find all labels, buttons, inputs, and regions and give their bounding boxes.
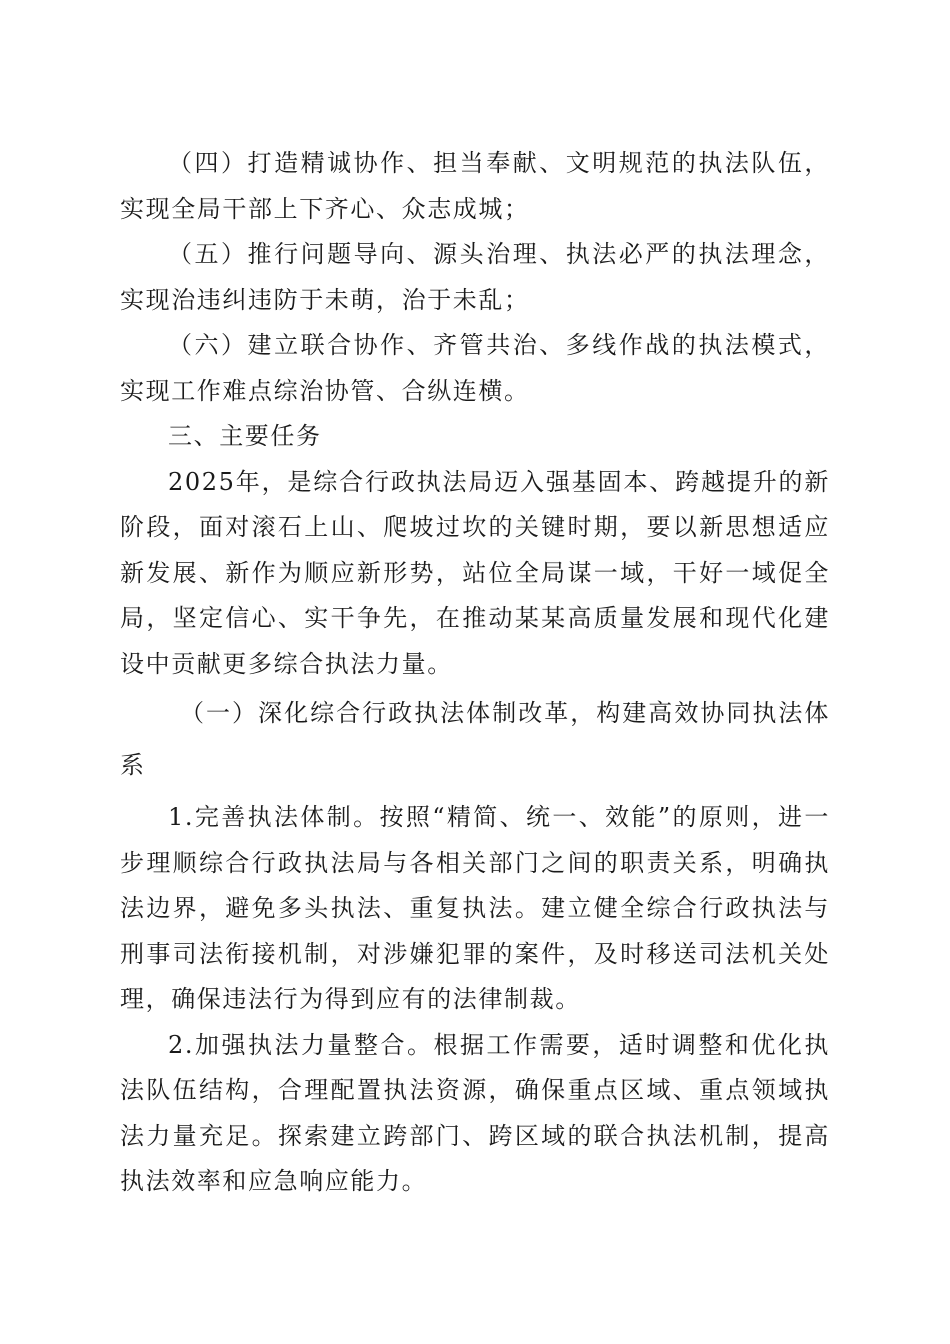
- paragraph-goal-5: （五）推行问题导向、源头治理、执法必严的执法理念，实现治违纠违防于未萌，治于未乱；: [120, 240, 830, 314]
- task-item-2: 2.加强执法力量整合。根据工作需要，适时调整和优化执法队伍结构，合理配置执法资源，确保重点区域、重点领域执法力量充足。探索建立跨部门、跨区域的联合执法机制，提高执法效率和应急响应能力。: [120, 1030, 830, 1195]
- section-heading: 三、主要任务: [168, 422, 322, 450]
- document-body: [120, 141, 830, 1205]
- task-item-1: 1.完善执法体制。按照“精简、统一、效能”的原则，进一步理顺综合行政执法局与各相关部门之间的职责关系，明确执法边界，避免多头执法、重复执法。建立健全综合行政执法与刑事司法衔接机制，对涉嫌犯罪的案件，及时移送司法机关处理，确保违法行为得到应有的法律制裁。: [120, 803, 830, 1013]
- paragraph-goal-6: （六）建立联合协作、齐管共治、多线作战的执法模式，实现工作难点综治协管、合纵连横。: [120, 331, 830, 405]
- intro-paragraph: 2025年，是综合行政执法局迈入强基固本、跨越提升的新阶段，面对滚石上山、爬坡过坎的关键时期，要以新思想适应新发展、新作为顺应新形势，站位全局谋一域，干好一域促全局，坚定信心、实干争先，在推动某某高质量发展和现代化建设中贡献更多综合执法力量。: [120, 467, 830, 678]
- paragraph-goal-4: （四）打造精诚协作、担当奉献、文明规范的执法队伍，实现全局干部上下齐心、众志成城；: [120, 149, 830, 223]
- subsection-heading: （一）深化综合行政执法体制改革，构建高效协同执法体系: [120, 699, 830, 779]
